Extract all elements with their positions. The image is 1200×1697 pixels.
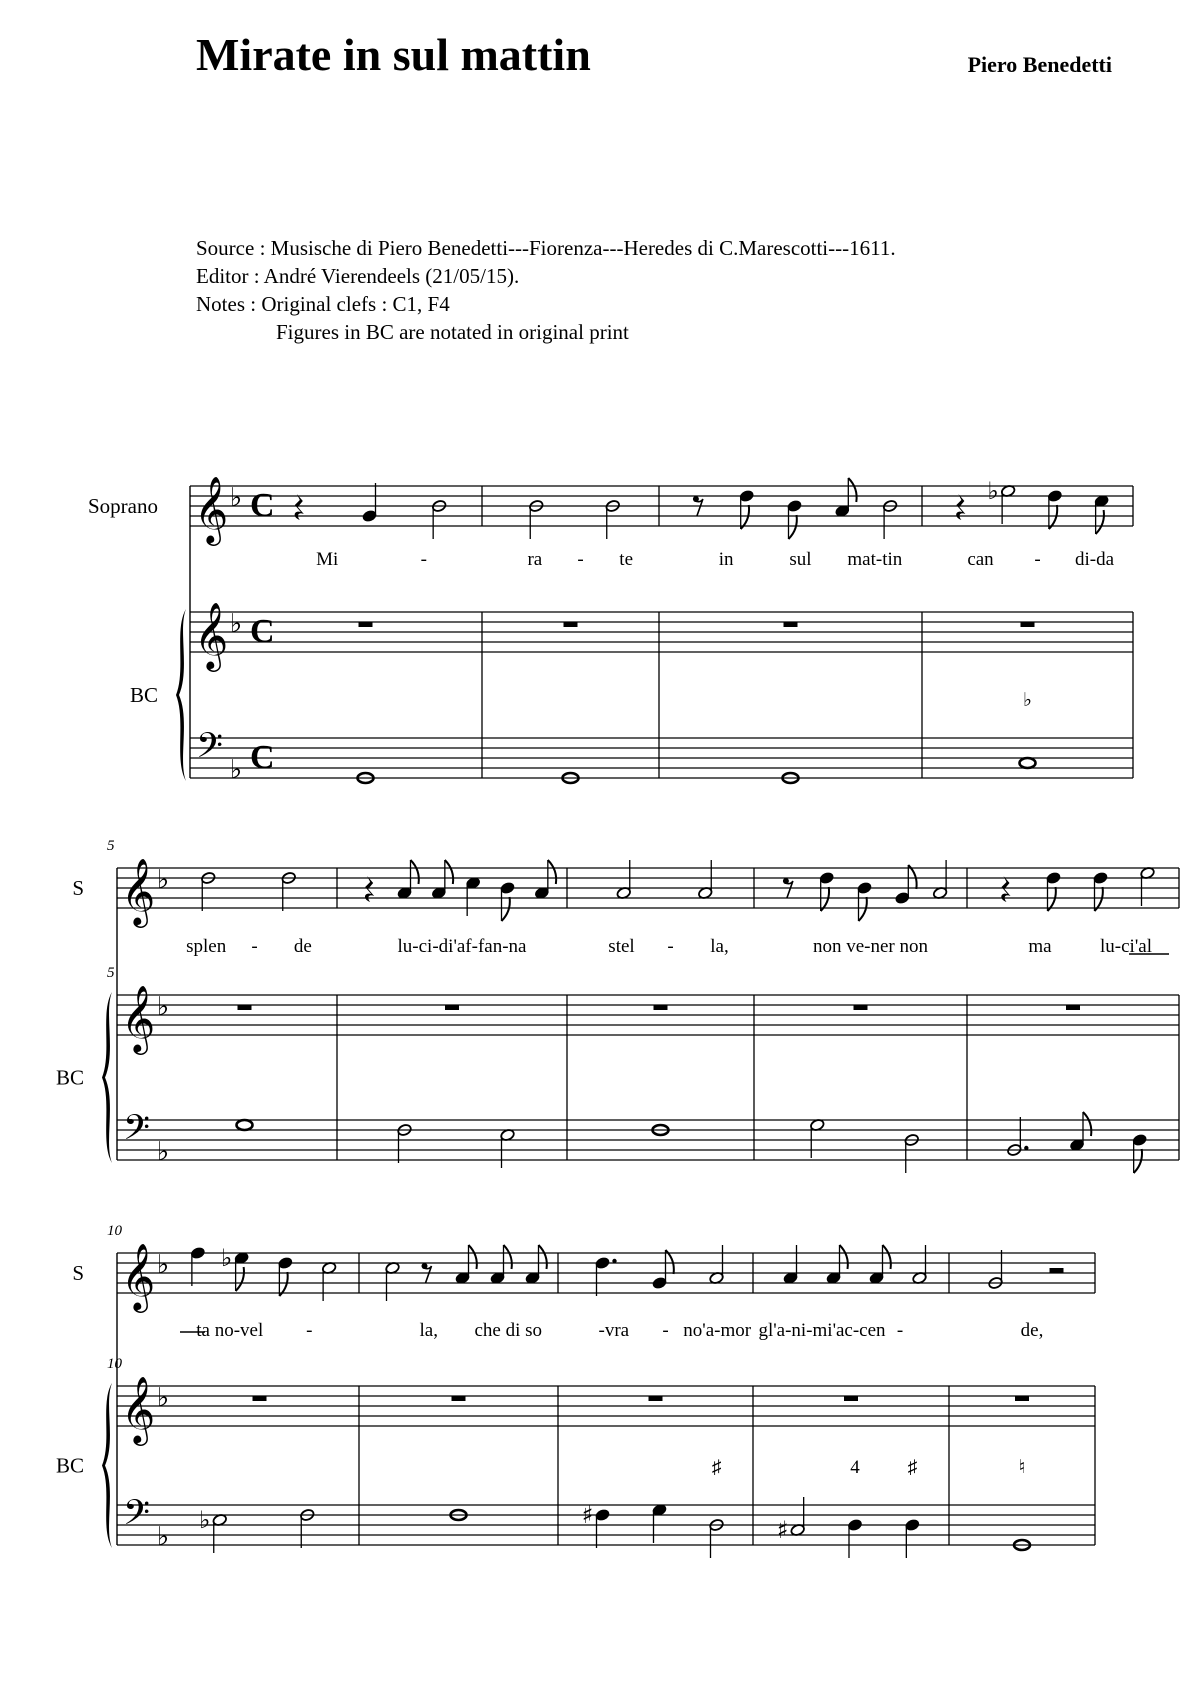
note-flag — [1096, 510, 1104, 534]
treble-clef-icon: 𝄞 — [194, 601, 229, 669]
flat-icon: ♭ — [156, 865, 170, 895]
lyric-syllable: - — [667, 936, 674, 957]
whole-rest-icon — [844, 1396, 858, 1401]
note — [1020, 758, 1036, 768]
bc-treble-staff — [117, 995, 1179, 1035]
flat-icon: ♭ — [199, 1506, 211, 1534]
note-flag — [883, 1245, 891, 1269]
note — [616, 860, 631, 900]
note — [777, 1497, 806, 1544]
note-flag — [548, 860, 556, 884]
note — [455, 1245, 477, 1285]
note-flag — [840, 1245, 848, 1269]
note — [199, 1506, 227, 1553]
soprano-label: Soprano — [88, 494, 158, 518]
note — [465, 876, 480, 916]
measure-number: 10 — [107, 1356, 122, 1372]
piece-title: Mirate in sul mattin — [196, 29, 591, 80]
flat-icon: ♭ — [987, 477, 999, 505]
editor-line: Editor : André Vierendeels (21/05/15). — [196, 264, 520, 288]
treble-clef-icon: 𝄞 — [121, 1375, 156, 1443]
whole-rest-icon — [654, 1005, 668, 1010]
half-rest-icon — [1050, 1268, 1064, 1273]
flat-icon: ♭ — [229, 755, 243, 785]
lyric-syllable: sul — [789, 549, 812, 570]
lyric-syllable: te — [619, 549, 634, 570]
flat-icon: ♭ — [220, 1244, 233, 1272]
note — [709, 1245, 724, 1285]
note-flag — [789, 515, 797, 539]
whole-rest-icon — [1066, 1005, 1080, 1010]
whole-notehead — [237, 1120, 253, 1130]
note — [237, 1120, 253, 1130]
lyric-syllable: mat-tin — [847, 549, 903, 570]
note — [905, 1518, 920, 1558]
bc-bass-staff — [190, 738, 1133, 778]
eighth-rest-stem — [695, 499, 703, 516]
treble-clef-icon: 𝄞 — [121, 857, 156, 925]
note — [698, 860, 713, 900]
flat-icon: ♭ — [156, 1250, 170, 1280]
lyric-syllable: - — [577, 549, 584, 570]
lyric-syllable: ra — [527, 549, 543, 570]
note — [895, 865, 917, 905]
flat-icon: ♭ — [156, 1522, 170, 1552]
note — [739, 489, 754, 529]
note — [1069, 1112, 1091, 1152]
lyric-syllable: - — [420, 549, 427, 570]
whole-rest-icon — [1021, 622, 1035, 627]
note — [1007, 1117, 1029, 1157]
bc-treble-staff — [190, 612, 1133, 652]
soprano-staff — [117, 868, 1179, 908]
bc-treble-staff — [117, 1386, 1095, 1426]
note — [1093, 871, 1108, 911]
lyric-syllable: Mi — [316, 549, 339, 570]
note — [278, 1256, 293, 1296]
bass-clef-icon: 𝄢 — [123, 1107, 151, 1156]
whole-notehead — [1020, 758, 1036, 768]
note — [221, 1244, 249, 1291]
eighth-rest-stem — [424, 1266, 432, 1283]
source-line: Source : Musische di Piero Benedetti---Fiorenza---Heredes di C.Marescotti---1611. — [196, 236, 896, 260]
lyric-syllable: lu-ci'al — [1100, 936, 1152, 957]
figured-bass-figure: ♮ — [1018, 1457, 1026, 1478]
note — [595, 1256, 617, 1296]
lyric-syllable: splen — [186, 936, 227, 957]
bc-label: BC — [55, 1065, 84, 1090]
lyric-syllable: di-da — [1074, 549, 1115, 570]
note — [652, 1250, 674, 1290]
note — [869, 1245, 891, 1285]
figured-bass-figure: ♭ — [1023, 690, 1032, 711]
soprano-label: S — [72, 876, 84, 900]
note — [1140, 866, 1155, 906]
whole-rest-icon — [1015, 1396, 1029, 1401]
sharp-icon: ♯ — [776, 1516, 789, 1544]
note — [362, 483, 377, 523]
lyric-syllable: lu-ci-di'af-fan-na — [397, 936, 527, 957]
note-flag — [469, 1245, 477, 1269]
lyric-syllable: can — [967, 549, 994, 570]
whole-rest-icon — [784, 622, 798, 627]
lyric-syllable: stel — [608, 936, 635, 957]
note — [605, 499, 620, 539]
soprano-label: S — [72, 1261, 84, 1285]
note — [490, 1245, 512, 1285]
note-flag — [848, 478, 856, 502]
note — [201, 871, 216, 911]
note — [988, 1250, 1003, 1290]
measure-number: 10 — [107, 1223, 122, 1239]
brace-icon — [176, 609, 186, 781]
lyric-syllable: de — [293, 936, 312, 957]
note — [1046, 871, 1061, 911]
note — [787, 499, 802, 539]
whole-rest-icon — [452, 1396, 466, 1401]
figured-bass-figure: ♯ — [711, 1457, 722, 1478]
common-time-icon: C — [250, 739, 275, 776]
whole-rest-icon — [445, 1005, 459, 1010]
note — [652, 1503, 667, 1543]
note — [1094, 494, 1109, 534]
note — [1132, 1133, 1147, 1173]
common-time-icon: C — [250, 613, 275, 650]
measure-number: 5 — [107, 965, 115, 981]
flat-icon: ♭ — [229, 609, 243, 639]
flat-icon: ♭ — [156, 1383, 170, 1413]
whole-rest-icon — [854, 1005, 868, 1010]
lyric-syllable: -vra — [598, 1320, 630, 1341]
lyric-syllable: la, — [710, 936, 729, 957]
note — [819, 871, 834, 911]
note — [300, 1508, 315, 1548]
whole-rest-icon — [564, 622, 578, 627]
brace-icon — [102, 1383, 112, 1548]
note-flag — [411, 860, 419, 884]
note — [385, 1261, 400, 1301]
figured-bass-figure: 4 — [850, 1457, 860, 1478]
note-flag — [502, 897, 510, 921]
note — [904, 1133, 919, 1173]
note-flag — [859, 897, 867, 921]
lyric-syllable: la, — [419, 1320, 438, 1341]
lyric-syllable: no'a-mor — [683, 1320, 752, 1341]
whole-rest-icon — [238, 1005, 252, 1010]
note — [847, 1518, 862, 1558]
common-time-icon: C — [250, 487, 275, 524]
treble-clef-icon: 𝄞 — [121, 984, 156, 1052]
note-flag — [236, 1267, 244, 1291]
treble-clef-icon: 𝄞 — [121, 1242, 156, 1310]
note — [912, 1245, 927, 1285]
note — [529, 499, 544, 539]
figured-bass-figure: ♯ — [907, 1457, 918, 1478]
whole-rest-icon — [649, 1396, 663, 1401]
note — [810, 1118, 825, 1158]
lyric-syllable: ma — [1028, 936, 1052, 957]
whole-rest-icon — [253, 1396, 267, 1401]
note — [783, 1245, 798, 1285]
note-flag — [1134, 1149, 1142, 1173]
note — [882, 499, 897, 539]
note — [826, 1245, 848, 1285]
note — [835, 478, 857, 518]
lyric-syllable: - — [251, 936, 258, 957]
lyric-syllable: gl'a-ni-mi'ac-cen — [758, 1320, 886, 1341]
lyric-syllable: - — [896, 1320, 904, 1341]
flat-icon: ♭ — [156, 1137, 170, 1167]
note — [500, 1128, 515, 1168]
treble-clef-icon: 𝄞 — [194, 475, 229, 543]
note — [397, 860, 419, 900]
note — [857, 881, 872, 921]
flat-icon: ♭ — [229, 483, 243, 513]
brace-icon — [102, 992, 112, 1163]
note-flag — [445, 860, 453, 884]
bc-label: BC — [129, 683, 158, 707]
note — [534, 860, 556, 900]
note — [709, 1518, 724, 1558]
figures-note-line: Figures in BC are notated in original print — [276, 320, 629, 344]
lyric-syllable: ta no-vel — [196, 1320, 264, 1341]
bc-label: BC — [55, 1453, 84, 1478]
measure-number: 5 — [107, 838, 115, 854]
note-flag — [539, 1245, 547, 1269]
composer-name: Piero Benedetti — [967, 52, 1112, 77]
note — [431, 860, 453, 900]
bass-clef-icon: 𝄢 — [123, 1492, 151, 1541]
flat-icon: ♭ — [156, 992, 170, 1022]
lyric-syllable: che di so — [474, 1320, 543, 1341]
lyric-syllable: non ve-ner non — [812, 936, 929, 957]
note-flag — [1083, 1112, 1091, 1136]
note — [190, 1246, 205, 1286]
note — [281, 871, 296, 911]
note — [1047, 489, 1062, 529]
lyric-syllable: in — [718, 549, 734, 570]
lyric-syllable: - — [306, 1320, 313, 1341]
sharp-icon: ♯ — [581, 1501, 594, 1529]
note — [397, 1123, 412, 1163]
lyric-syllable: - — [1034, 549, 1041, 570]
lyric-syllable: - — [662, 1320, 669, 1341]
note — [932, 860, 947, 900]
note — [431, 499, 446, 539]
lyric-syllable: de, — [1020, 1320, 1044, 1341]
note — [987, 477, 1015, 524]
note — [525, 1245, 547, 1285]
bass-clef-icon: 𝄢 — [196, 725, 224, 774]
notes-line: Notes : Original clefs : C1, F4 — [196, 292, 450, 316]
note — [500, 881, 515, 921]
eighth-rest-stem — [785, 881, 793, 898]
note — [321, 1261, 336, 1301]
whole-rest-icon — [359, 622, 373, 627]
note-flag — [504, 1245, 512, 1269]
